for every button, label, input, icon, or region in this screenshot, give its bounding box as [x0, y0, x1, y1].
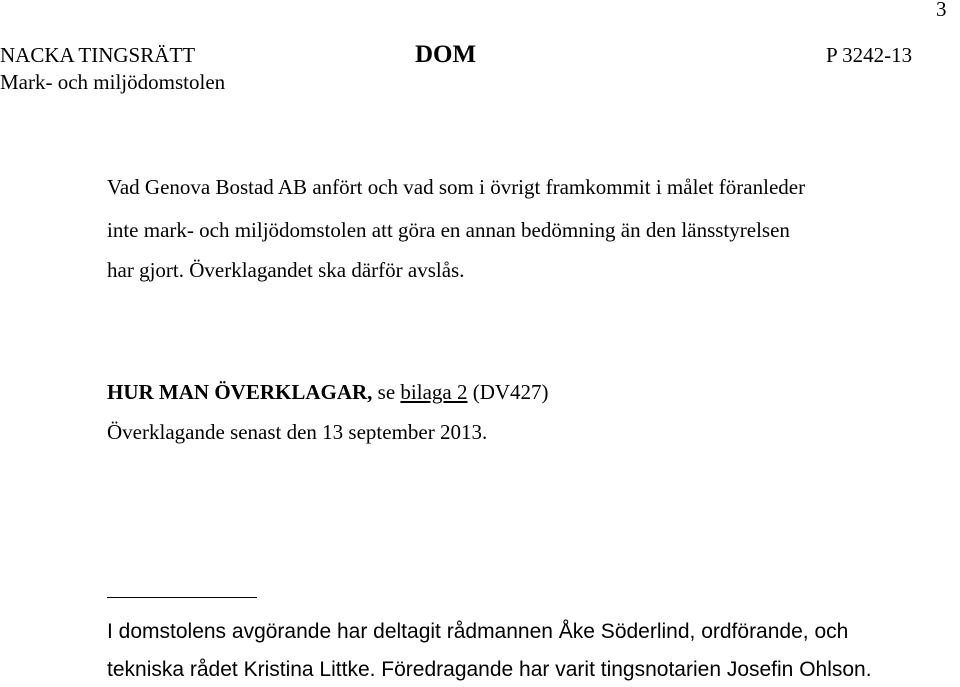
footer-line: I domstolens avgörande har deltagit rådmannen Åke Söderlind, ordförande, och [107, 620, 849, 643]
judgment-paragraph-line: har gjort. Överklagandet ska därför avslås. [107, 258, 465, 282]
footer-divider [107, 597, 257, 598]
footer-line: tekniska rådet Kristina Littke. Föredragande har varit tingsnotarien Josefin Ohlson. [107, 658, 872, 681]
appeal-deadline: Överklagande senast den 13 september 2013. [107, 420, 488, 444]
appeal-text-pre: se [372, 380, 401, 404]
appeal-instructions [107, 380, 549, 405]
court-department: Mark- och miljödomstolen [0, 70, 226, 94]
case-number: P 3242-13 [826, 43, 913, 67]
page-number: 3 [936, 0, 947, 21]
appendix-link[interactable]: bilaga 2 [400, 380, 468, 404]
court-name: NACKA TINGSRÄTT [0, 43, 196, 67]
appeal-text-post: (DV427) [467, 380, 549, 404]
judgment-paragraph-line: Vad Genova Bostad AB anfört och vad som i övrigt framkommit i målet föranleder [107, 175, 806, 199]
judgment-paragraph-line: inte mark- och miljödomstolen att göra en annan bedömning än den länsstyrelsen [107, 218, 790, 242]
appeal-heading: HUR MAN ÖVERKLAGAR, [107, 380, 373, 404]
document-type: DOM [415, 41, 477, 68]
